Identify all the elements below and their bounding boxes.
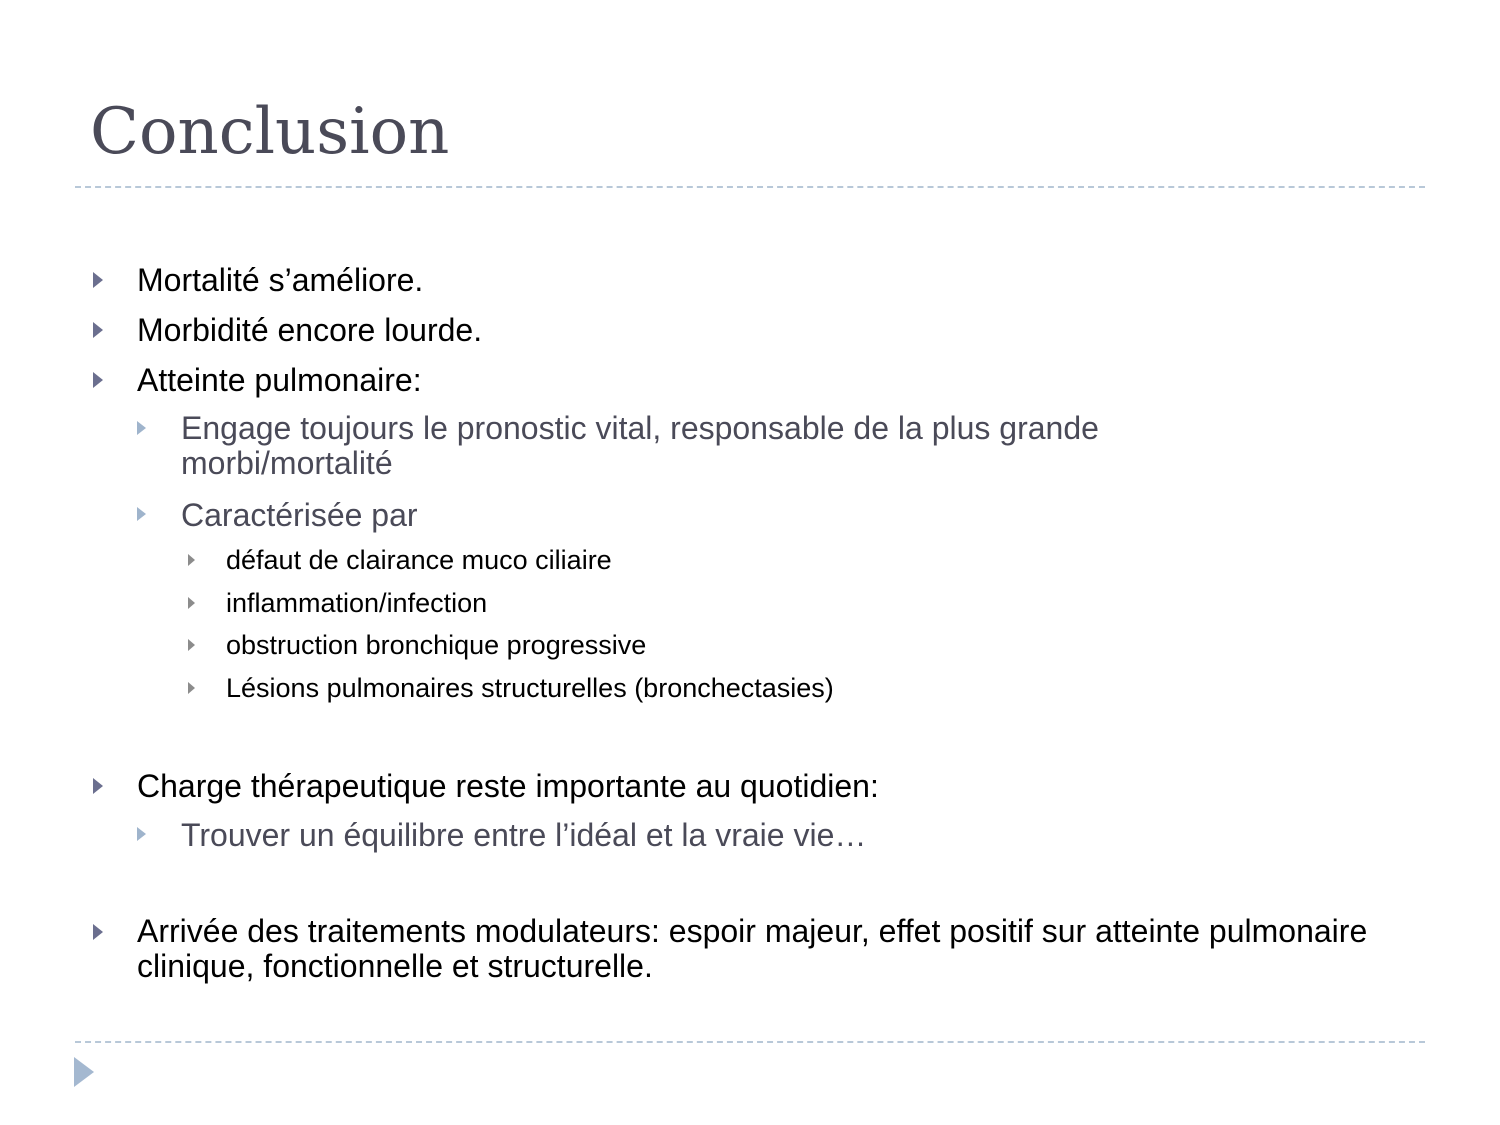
bullet-text: Arrivée des traitements modulateurs: espoir majeur, effet positif sur atteinte pulmonaire clinique, fonctionnelle et structurelle.	[137, 913, 1368, 985]
bullet-item	[93, 262, 423, 299]
triangle-bullet-icon	[137, 827, 146, 841]
bullet-text: Caractérisée par	[181, 497, 418, 533]
triangle-bullet-icon	[93, 924, 103, 940]
triangle-bullet-icon	[93, 372, 103, 388]
bullet-text: Lésions pulmonaires structurelles (bronchectasies)	[226, 673, 834, 703]
bullet-item	[93, 768, 879, 805]
bullet-text: obstruction bronchique progressive	[226, 630, 647, 660]
bullet-item	[93, 312, 482, 349]
bullet-text: Engage toujours le pronostic vital, responsable de la plus grande morbi/mortalité	[181, 410, 1099, 482]
title-divider	[75, 186, 1425, 188]
slide-title: Conclusion	[90, 95, 450, 169]
triangle-bullet-icon	[93, 322, 103, 338]
sub-bullet-item	[137, 411, 1237, 481]
bullet-text: Trouver un équilibre entre l’idéal et la vraie vie…	[181, 817, 867, 853]
sub-bullet-item	[137, 817, 866, 854]
bullet-text: défaut de clairance muco ciliaire	[226, 545, 612, 575]
triangle-bullet-icon	[93, 778, 103, 794]
triangle-bullet-icon	[93, 272, 103, 288]
triangle-bullet-icon	[188, 639, 195, 651]
bullet-text: Morbidité encore lourde.	[137, 312, 483, 348]
next-slide-arrow-icon[interactable]	[74, 1057, 94, 1087]
sub-sub-bullet-item	[188, 588, 487, 619]
bullet-text: inflammation/infection	[226, 588, 488, 618]
sub-sub-bullet-item	[188, 545, 612, 576]
bullet-item	[93, 914, 1393, 984]
triangle-bullet-icon	[188, 597, 195, 609]
bullet-text: Charge thérapeutique reste importante au quotidien:	[137, 768, 879, 804]
footer-divider	[75, 1041, 1425, 1043]
triangle-bullet-icon	[137, 507, 146, 521]
bullet-text: Atteinte pulmonaire:	[137, 362, 422, 398]
sub-bullet-item	[137, 497, 418, 534]
sub-sub-bullet-item	[188, 673, 834, 704]
sub-sub-bullet-item	[188, 630, 646, 661]
bullet-item	[93, 362, 422, 399]
triangle-bullet-icon	[137, 421, 146, 435]
bullet-text: Mortalité s’améliore.	[137, 262, 424, 298]
triangle-bullet-icon	[188, 554, 195, 566]
triangle-bullet-icon	[188, 682, 195, 694]
